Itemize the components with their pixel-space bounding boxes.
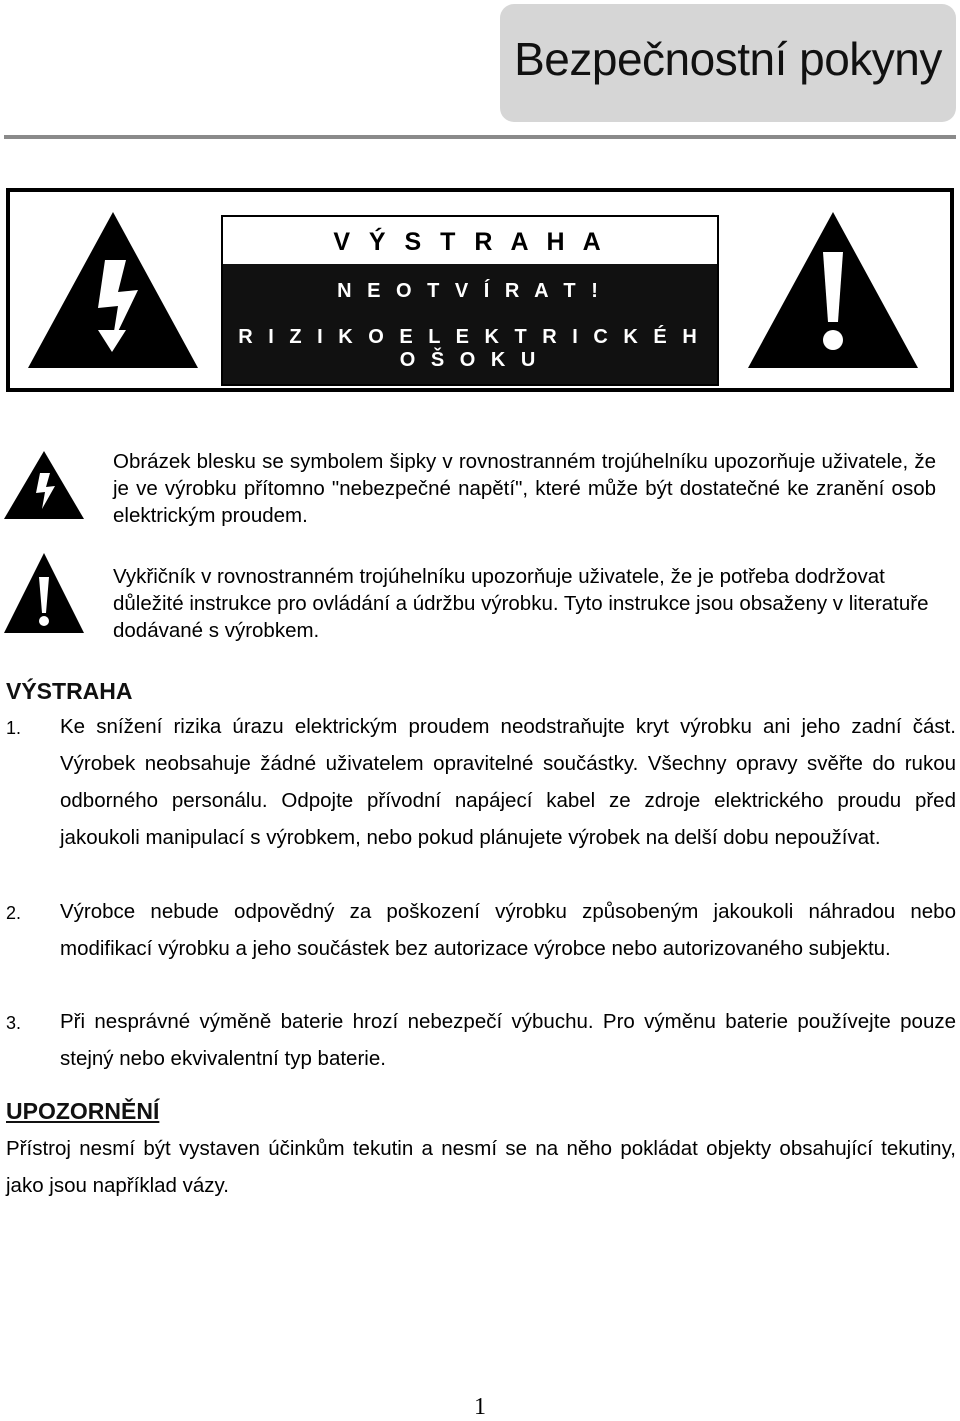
- warning-item-text: Výrobce nebude odpovědný za poškození výrobku způsobeným jakoukoli náhradou nebo modifikací výrobku a jeho součástek bez autorizace výrobce nebo autorizovaného subjektu.: [60, 900, 956, 960]
- exclamation-description: Vykřičník v rovnostranném trojúhelníku upozorňuje uživatele, že je potřeba dodržovat důležité instrukce pro ovládání a údržbu výrobku. Tyto instrukce jsou obsaženy v literatuře dodávané s výrobkem.: [113, 565, 929, 642]
- warning-panel: [221, 215, 719, 386]
- header-rule: [4, 135, 956, 139]
- exclamation-warning-icon: [748, 212, 918, 368]
- warning-panel-line2: R I Z I K O E L E K T R I C K É H O Š O K U: [238, 326, 702, 371]
- exclamation-symbol-icon: [4, 553, 84, 633]
- caution-section-title: UPOZORNĚNÍ: [6, 1098, 160, 1124]
- title-tab: [500, 4, 956, 122]
- warning-panel-line1: N E O T V Í R A T !: [337, 280, 603, 302]
- lightning-description: Obrázek blesku se symbolem šipky v rovnostranném trojúhelníku upozorňuje uživatele, že je ve výrobku přítomno "nebezpečné napětí", které může být dostatečné ke zranění osob elektrickým proudem.: [113, 450, 936, 527]
- item-number: 1.: [6, 718, 22, 738]
- lightning-symbol-icon: [4, 451, 84, 519]
- page-number: 1: [474, 1394, 486, 1420]
- lightning-warning-icon: [28, 212, 198, 368]
- item-number: 3.: [6, 1013, 22, 1033]
- warning-panel-heading: V Ý S T R A H A: [333, 228, 607, 256]
- warning-section-title: VÝSTRAHA: [6, 678, 133, 704]
- caution-text: Přístroj nesmí být vystaven účinkům tekutin a nesmí se na něho pokládat objekty obsahující tekutiny, jako jsou například vázy.: [6, 1137, 956, 1197]
- item-number: 2.: [6, 903, 22, 923]
- warning-item-text: Ke snížení rizika úrazu elektrickým proudem neodstraňujte kryt výrobku ani jeho zadní část. Výrobek neobsahuje žádné uživatelem opravitelné součástky. Všechny opravy svěřte do rukou odborného personálu. Odpojte přívodní napájecí kabel ze zdroje elektrického proudu před jakoukoli manipulací s výrobkem, nebo pokud plánujete výrobek na delší dobu nepoužívat.: [60, 715, 956, 849]
- warning-panel-dark: [223, 264, 717, 384]
- warning-item-text: Při nesprávné výměně baterie hrozí nebezpečí výbuchu. Pro výměnu baterie používejte pouze stejný nebo ekvivalentní typ baterie.: [60, 1010, 956, 1070]
- page-title: Bezpečnostní pokyny: [514, 33, 942, 85]
